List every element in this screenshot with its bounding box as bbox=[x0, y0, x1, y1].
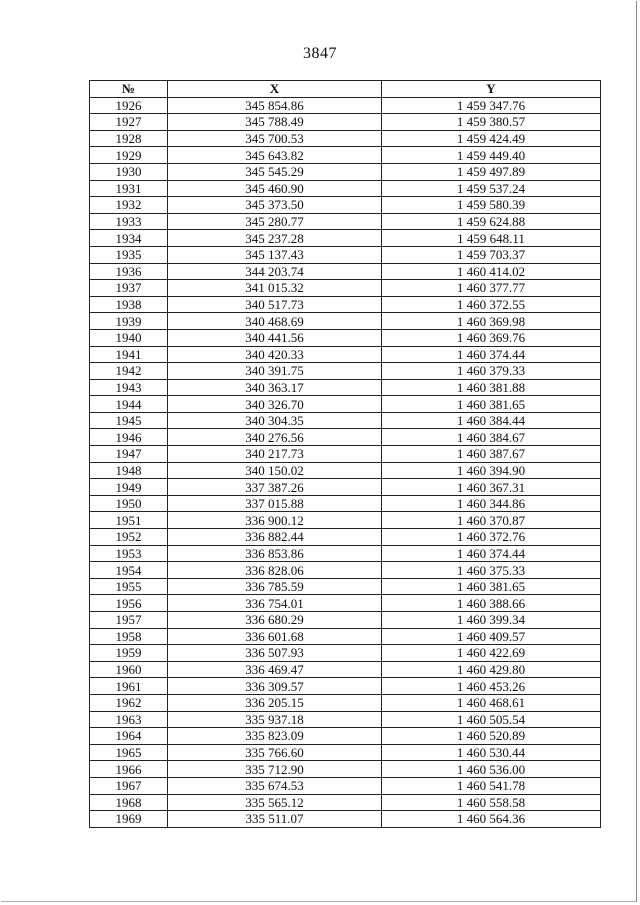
y-coordinate-cell: 1 460 344.86 bbox=[382, 495, 601, 512]
table-row bbox=[90, 346, 601, 363]
table-row bbox=[90, 562, 601, 579]
table-row bbox=[90, 114, 601, 131]
table-row bbox=[90, 462, 601, 479]
y-coordinate-cell: 1 459 424.49 bbox=[382, 130, 601, 147]
point-number-cell: 1953 bbox=[90, 545, 168, 562]
table-row bbox=[90, 694, 601, 711]
y-coordinate-cell: 1 459 537.24 bbox=[382, 180, 601, 197]
table-row bbox=[90, 296, 601, 313]
table-row bbox=[90, 578, 601, 595]
y-coordinate-cell: 1 460 536.00 bbox=[382, 761, 601, 778]
table-row bbox=[90, 446, 601, 463]
table-row bbox=[90, 230, 601, 247]
table-row bbox=[90, 728, 601, 745]
point-number-cell: 1963 bbox=[90, 711, 168, 728]
table-row bbox=[90, 661, 601, 678]
table-row bbox=[90, 313, 601, 330]
point-number-cell: 1947 bbox=[90, 446, 168, 463]
x-coordinate-cell: 336 900.12 bbox=[168, 512, 382, 529]
point-number-cell: 1959 bbox=[90, 645, 168, 662]
table-row bbox=[90, 429, 601, 446]
x-coordinate-cell: 335 766.60 bbox=[168, 744, 382, 761]
x-coordinate-cell: 340 276.56 bbox=[168, 429, 382, 446]
point-number-cell: 1943 bbox=[90, 379, 168, 396]
y-coordinate-cell: 1 459 624.88 bbox=[382, 213, 601, 230]
y-coordinate-cell: 1 459 648.11 bbox=[382, 230, 601, 247]
table-row bbox=[90, 678, 601, 695]
y-coordinate-cell: 1 460 377.77 bbox=[382, 280, 601, 297]
x-coordinate-cell: 340 217.73 bbox=[168, 446, 382, 463]
x-coordinate-cell: 336 601.68 bbox=[168, 628, 382, 645]
y-coordinate-cell: 1 460 505.54 bbox=[382, 711, 601, 728]
point-number-cell: 1960 bbox=[90, 661, 168, 678]
y-coordinate-cell: 1 460 375.33 bbox=[382, 562, 601, 579]
x-coordinate-cell: 337 015.88 bbox=[168, 495, 382, 512]
x-coordinate-cell: 340 441.56 bbox=[168, 329, 382, 346]
x-coordinate-cell: 336 205.15 bbox=[168, 694, 382, 711]
table-body bbox=[90, 97, 601, 827]
y-coordinate-cell: 1 460 369.98 bbox=[382, 313, 601, 330]
x-coordinate-cell: 341 015.32 bbox=[168, 280, 382, 297]
x-coordinate-cell: 340 150.02 bbox=[168, 462, 382, 479]
x-coordinate-cell: 336 853.86 bbox=[168, 545, 382, 562]
table-row bbox=[90, 97, 601, 114]
x-coordinate-cell: 335 712.90 bbox=[168, 761, 382, 778]
table-row bbox=[90, 744, 601, 761]
point-number-cell: 1951 bbox=[90, 512, 168, 529]
y-coordinate-cell: 1 460 564.36 bbox=[382, 811, 601, 828]
y-coordinate-cell: 1 459 347.76 bbox=[382, 97, 601, 114]
x-coordinate-cell: 336 785.59 bbox=[168, 578, 382, 595]
x-coordinate-cell: 335 565.12 bbox=[168, 794, 382, 811]
x-coordinate-cell: 345 373.50 bbox=[168, 197, 382, 214]
y-coordinate-cell: 1 460 388.66 bbox=[382, 595, 601, 612]
point-number-cell: 1956 bbox=[90, 595, 168, 612]
point-number-cell: 1933 bbox=[90, 213, 168, 230]
point-number-cell: 1948 bbox=[90, 462, 168, 479]
point-number-cell: 1958 bbox=[90, 628, 168, 645]
table-row bbox=[90, 163, 601, 180]
y-coordinate-cell: 1 459 703.37 bbox=[382, 246, 601, 263]
x-coordinate-cell: 340 304.35 bbox=[168, 412, 382, 429]
y-coordinate-cell: 1 459 580.39 bbox=[382, 197, 601, 214]
point-number-cell: 1946 bbox=[90, 429, 168, 446]
table-row bbox=[90, 545, 601, 562]
table-row bbox=[90, 363, 601, 380]
table-row bbox=[90, 711, 601, 728]
point-number-cell: 1952 bbox=[90, 529, 168, 546]
point-number-cell: 1939 bbox=[90, 313, 168, 330]
x-coordinate-cell: 336 469.47 bbox=[168, 661, 382, 678]
point-number-cell: 1949 bbox=[90, 479, 168, 496]
table-row bbox=[90, 263, 601, 280]
y-coordinate-cell: 1 460 453.26 bbox=[382, 678, 601, 695]
point-number-cell: 1965 bbox=[90, 744, 168, 761]
point-number-cell: 1954 bbox=[90, 562, 168, 579]
table-row bbox=[90, 529, 601, 546]
table-row bbox=[90, 645, 601, 662]
y-coordinate-cell: 1 459 449.40 bbox=[382, 147, 601, 164]
y-coordinate-cell: 1 460 414.02 bbox=[382, 263, 601, 280]
y-coordinate-cell: 1 460 384.67 bbox=[382, 429, 601, 446]
y-coordinate-cell: 1 460 394.90 bbox=[382, 462, 601, 479]
point-number-cell: 1928 bbox=[90, 130, 168, 147]
y-coordinate-cell: 1 460 530.44 bbox=[382, 744, 601, 761]
x-coordinate-cell: 345 643.82 bbox=[168, 147, 382, 164]
point-number-cell: 1938 bbox=[90, 296, 168, 313]
point-number-cell: 1969 bbox=[90, 811, 168, 828]
table-header-row bbox=[90, 81, 601, 98]
point-number-cell: 1950 bbox=[90, 495, 168, 512]
table-row bbox=[90, 479, 601, 496]
page-number: 3847 bbox=[303, 45, 337, 62]
y-coordinate-cell: 1 460 372.55 bbox=[382, 296, 601, 313]
y-coordinate-cell: 1 460 381.65 bbox=[382, 396, 601, 413]
x-coordinate-cell: 336 507.93 bbox=[168, 645, 382, 662]
table-row bbox=[90, 280, 601, 297]
table-row bbox=[90, 495, 601, 512]
point-number-cell: 1937 bbox=[90, 280, 168, 297]
y-coordinate-cell: 1 460 374.44 bbox=[382, 346, 601, 363]
y-coordinate-cell: 1 460 381.65 bbox=[382, 578, 601, 595]
x-coordinate-cell: 340 468.69 bbox=[168, 313, 382, 330]
y-coordinate-cell: 1 460 429.80 bbox=[382, 661, 601, 678]
y-coordinate-cell: 1 460 367.31 bbox=[382, 479, 601, 496]
x-coordinate-cell: 345 788.49 bbox=[168, 114, 382, 131]
point-number-cell: 1957 bbox=[90, 612, 168, 629]
table-row bbox=[90, 396, 601, 413]
x-coordinate-cell: 336 882.44 bbox=[168, 529, 382, 546]
x-coordinate-cell: 337 387.26 bbox=[168, 479, 382, 496]
y-coordinate-cell: 1 460 372.76 bbox=[382, 529, 601, 546]
y-coordinate-cell: 1 460 374.44 bbox=[382, 545, 601, 562]
point-number-cell: 1944 bbox=[90, 396, 168, 413]
point-number-cell: 1931 bbox=[90, 180, 168, 197]
point-number-cell: 1967 bbox=[90, 777, 168, 794]
table-row bbox=[90, 595, 601, 612]
column-header-x: X bbox=[168, 81, 382, 98]
coordinates-table bbox=[89, 80, 601, 828]
table-row bbox=[90, 130, 601, 147]
x-coordinate-cell: 345 854.86 bbox=[168, 97, 382, 114]
x-coordinate-cell: 345 137.43 bbox=[168, 246, 382, 263]
point-number-cell: 1964 bbox=[90, 728, 168, 745]
table-row bbox=[90, 180, 601, 197]
point-number-cell: 1940 bbox=[90, 329, 168, 346]
point-number-cell: 1935 bbox=[90, 246, 168, 263]
x-coordinate-cell: 345 700.53 bbox=[168, 130, 382, 147]
y-coordinate-cell: 1 460 409.57 bbox=[382, 628, 601, 645]
y-coordinate-cell: 1 460 387.67 bbox=[382, 446, 601, 463]
table-row bbox=[90, 379, 601, 396]
point-number-cell: 1936 bbox=[90, 263, 168, 280]
point-number-cell: 1955 bbox=[90, 578, 168, 595]
x-coordinate-cell: 336 680.29 bbox=[168, 612, 382, 629]
x-coordinate-cell: 345 280.77 bbox=[168, 213, 382, 230]
y-coordinate-cell: 1 460 381.88 bbox=[382, 379, 601, 396]
x-coordinate-cell: 335 823.09 bbox=[168, 728, 382, 745]
y-coordinate-cell: 1 460 384.44 bbox=[382, 412, 601, 429]
column-header-y: Y bbox=[382, 81, 601, 98]
table-row bbox=[90, 213, 601, 230]
point-number-cell: 1934 bbox=[90, 230, 168, 247]
x-coordinate-cell: 336 828.06 bbox=[168, 562, 382, 579]
table-row bbox=[90, 197, 601, 214]
y-coordinate-cell: 1 460 520.89 bbox=[382, 728, 601, 745]
x-coordinate-cell: 335 937.18 bbox=[168, 711, 382, 728]
table-row bbox=[90, 777, 601, 794]
table-row bbox=[90, 329, 601, 346]
x-coordinate-cell: 344 203.74 bbox=[168, 263, 382, 280]
y-coordinate-cell: 1 460 370.87 bbox=[382, 512, 601, 529]
table-row bbox=[90, 246, 601, 263]
table-row bbox=[90, 761, 601, 778]
point-number-cell: 1962 bbox=[90, 694, 168, 711]
x-coordinate-cell: 336 309.57 bbox=[168, 678, 382, 695]
point-number-cell: 1961 bbox=[90, 678, 168, 695]
point-number-cell: 1930 bbox=[90, 163, 168, 180]
y-coordinate-cell: 1 459 497.89 bbox=[382, 163, 601, 180]
table-row bbox=[90, 512, 601, 529]
point-number-cell: 1932 bbox=[90, 197, 168, 214]
point-number-cell: 1927 bbox=[90, 114, 168, 131]
y-coordinate-cell: 1 460 369.76 bbox=[382, 329, 601, 346]
x-coordinate-cell: 345 237.28 bbox=[168, 230, 382, 247]
y-coordinate-cell: 1 460 468.61 bbox=[382, 694, 601, 711]
x-coordinate-cell: 335 511.07 bbox=[168, 811, 382, 828]
y-coordinate-cell: 1 459 380.57 bbox=[382, 114, 601, 131]
x-coordinate-cell: 340 391.75 bbox=[168, 363, 382, 380]
point-number-cell: 1941 bbox=[90, 346, 168, 363]
y-coordinate-cell: 1 460 399.34 bbox=[382, 612, 601, 629]
y-coordinate-cell: 1 460 422.69 bbox=[382, 645, 601, 662]
point-number-cell: 1942 bbox=[90, 363, 168, 380]
table-row bbox=[90, 412, 601, 429]
x-coordinate-cell: 340 420.33 bbox=[168, 346, 382, 363]
x-coordinate-cell: 340 363.17 bbox=[168, 379, 382, 396]
y-coordinate-cell: 1 460 541.78 bbox=[382, 777, 601, 794]
x-coordinate-cell: 340 326.70 bbox=[168, 396, 382, 413]
x-coordinate-cell: 345 460.90 bbox=[168, 180, 382, 197]
y-coordinate-cell: 1 460 558.58 bbox=[382, 794, 601, 811]
y-coordinate-cell: 1 460 379.33 bbox=[382, 363, 601, 380]
point-number-cell: 1926 bbox=[90, 97, 168, 114]
x-coordinate-cell: 340 517.73 bbox=[168, 296, 382, 313]
table-row bbox=[90, 147, 601, 164]
point-number-cell: 1929 bbox=[90, 147, 168, 164]
table-row bbox=[90, 794, 601, 811]
column-header-number: № bbox=[90, 81, 168, 98]
table-row bbox=[90, 628, 601, 645]
x-coordinate-cell: 335 674.53 bbox=[168, 777, 382, 794]
x-coordinate-cell: 336 754.01 bbox=[168, 595, 382, 612]
point-number-cell: 1968 bbox=[90, 794, 168, 811]
table-row bbox=[90, 612, 601, 629]
table-row bbox=[90, 811, 601, 828]
point-number-cell: 1966 bbox=[90, 761, 168, 778]
point-number-cell: 1945 bbox=[90, 412, 168, 429]
x-coordinate-cell: 345 545.29 bbox=[168, 163, 382, 180]
